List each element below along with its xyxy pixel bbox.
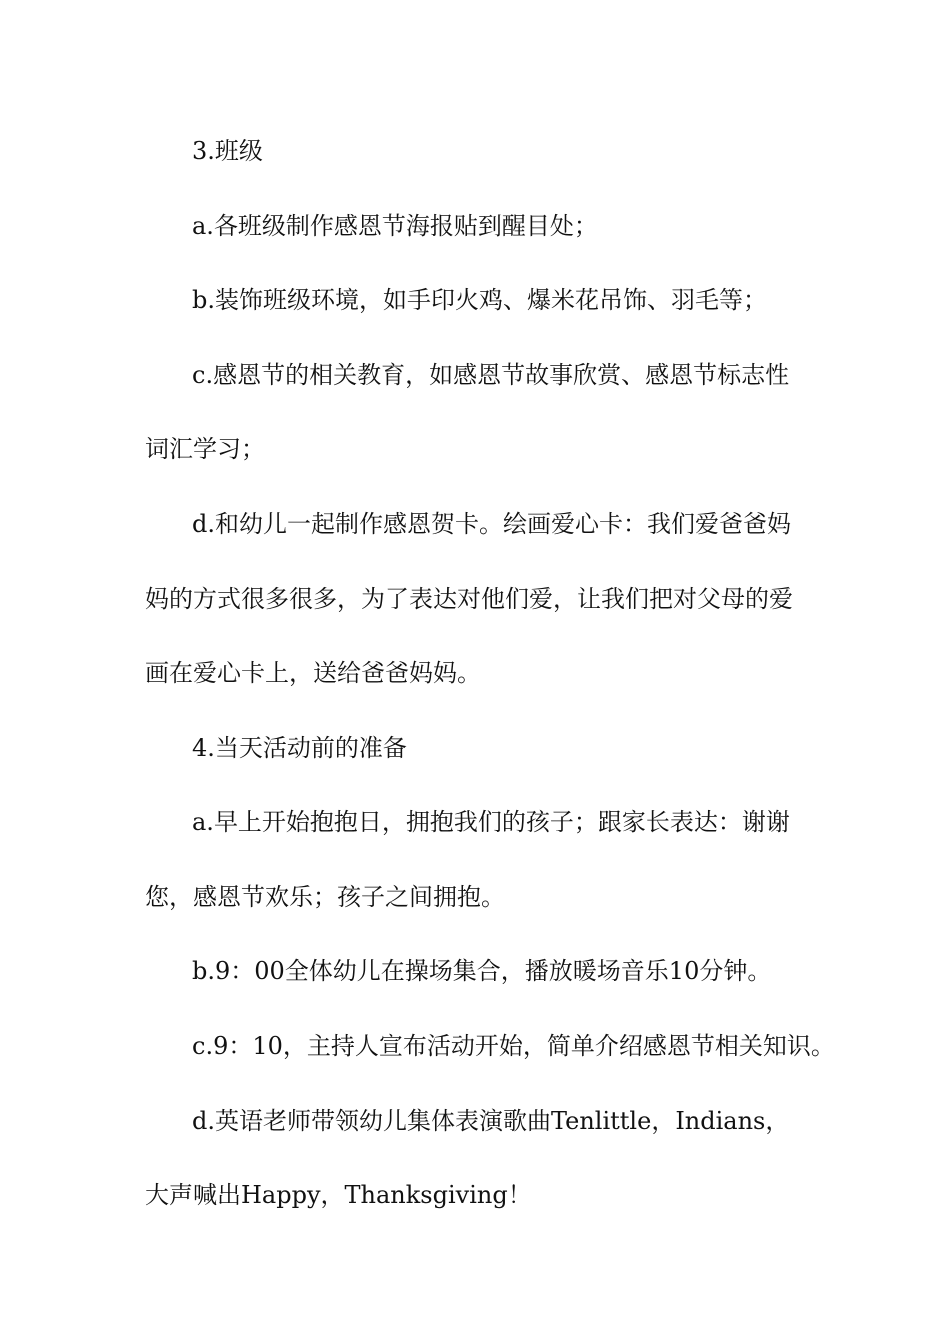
paragraph-line: a.各班级制作感恩节海报贴到醒目处； [192,212,598,240]
paragraph-line: 画在爱心卡上，送给爸爸妈妈。 [145,659,481,687]
paragraph-line: 妈的方式很多很多，为了表达对他们爱，让我们把对父母的爱 [145,585,793,613]
heading-class-section: 3.班级 [192,137,263,165]
paragraph-line: d.英语老师带领幼儿集体表演歌曲Tenlittle，Indians， [192,1107,790,1135]
paragraph-line: 大声喊出Happy，Thanksgiving！ [145,1181,532,1209]
paragraph-line: 词汇学习； [145,435,265,463]
paragraph-line: 您，感恩节欢乐；孩子之间拥抱。 [145,883,505,911]
paragraph-line: c.感恩节的相关教育，如感恩节故事欣赏、感恩节标志性 [192,361,790,389]
heading-day-preparation: 4.当天活动前的准备 [192,734,407,762]
paragraph-line: b.9：00全体幼儿在操场集合，播放暖场音乐10分钟。 [192,957,772,985]
paragraph-line: d.和幼儿一起制作感恩贺卡。绘画爱心卡：我们爱爸爸妈 [192,510,791,538]
paragraph-line: c.9：10，主持人宣布活动开始，简单介绍感恩节相关知识。 [192,1032,835,1060]
paragraph-line: b.装饰班级环境，如手印火鸡、爆米花吊饰、羽毛等； [192,286,767,314]
paragraph-line: a.早上开始抱抱日，拥抱我们的孩子；跟家长表达：谢谢 [192,808,790,836]
